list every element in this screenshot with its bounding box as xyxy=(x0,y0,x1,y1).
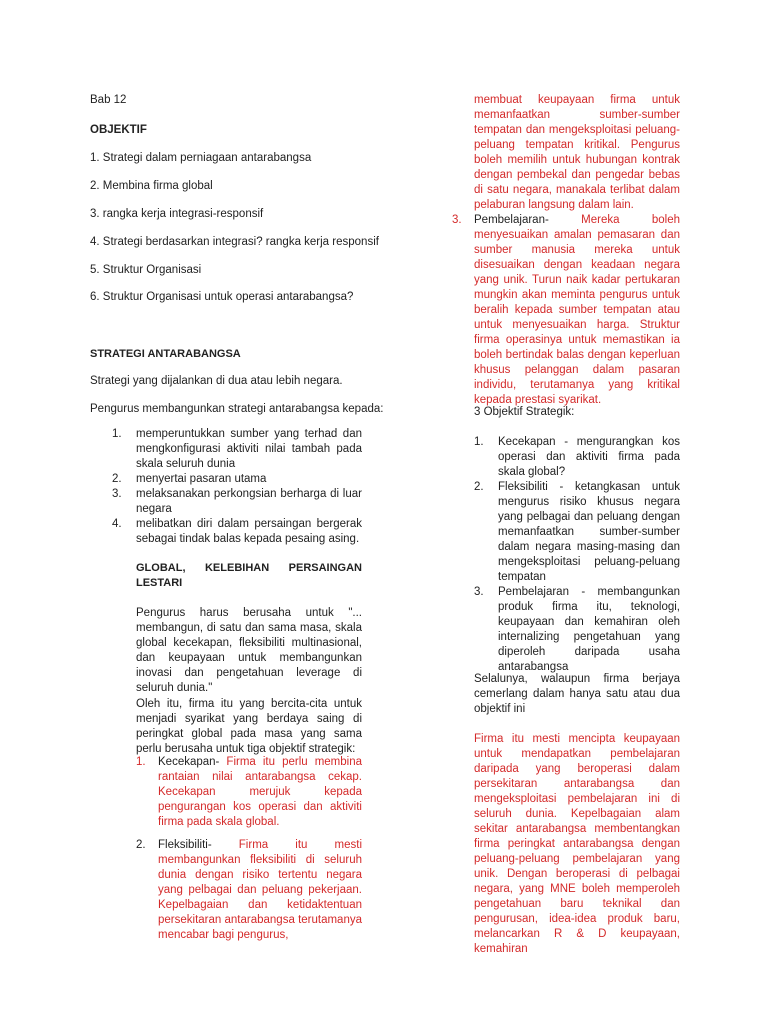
list-text: Kecekapan - mengurangkan kos operasi dan aktiviti firma pada skala global? xyxy=(498,436,680,478)
global-heading: GLOBAL, KELEBIHAN PERSAINGAN LESTARI xyxy=(136,562,362,589)
objective-strategy-list xyxy=(136,755,362,943)
strategy-definition: Strategi yang dijalankan di dua atau lebih negara. xyxy=(90,375,343,387)
strategic-objectives-list xyxy=(474,435,680,675)
list-number: 3. xyxy=(474,586,484,598)
list-item xyxy=(136,755,362,830)
item-label: Pembelajaran- xyxy=(474,214,549,226)
item-description: Firma itu perlu membina rantaian nilai antarabangsa cekap. Kecekapan merujuk kepada pengurangan kos operasi dan aktiviti firma pada skala global. xyxy=(158,756,362,828)
list-item xyxy=(112,487,362,517)
strategy-intro: Pengurus membangunkan strategi antarabangsa kepada: xyxy=(90,403,384,415)
list-item xyxy=(452,213,680,408)
list-text: melaksanakan perkongsian berharga di luar negara xyxy=(136,488,362,515)
list-number: 1. xyxy=(474,436,484,448)
global-paragraph: Oleh itu, firma itu yang bercita-cita untuk menjadi syarikat yang berdaya saing di peringkat global pada masa yang sama perlu berusaha untuk tiga objektif strategik: xyxy=(136,698,362,755)
list-text: memperuntukkan sumber yang terhad dan mengkonfigurasi aktiviti nilai tambah pada skala seluruh dunia xyxy=(136,428,362,470)
item-label: Kecekapan- xyxy=(158,756,220,768)
list-item xyxy=(112,517,362,547)
list-number: 2. xyxy=(112,473,122,485)
list-item xyxy=(112,472,362,487)
objective-item: 1. Strategi dalam perniagaan antarabangsa xyxy=(90,152,312,164)
list-number: 2. xyxy=(136,839,146,851)
list-number: 1. xyxy=(112,428,122,440)
list-number: 2. xyxy=(474,481,484,493)
list-number: 3. xyxy=(452,214,462,226)
list-text: melibatkan diri dalam persaingan bergerak sebagai tindak balas kepada pesaing asing. xyxy=(136,518,362,545)
continued-paragraph: membuat keupayaan firma untuk memanfaatkan sumber-sumber tempatan dan mengeksploitasi peluang-peluang tempatan kritikal. Pengurus boleh memilih untuk hubungan kontrak dengan pembekal dan pengedar bebas di satu negara, manakala terlibat dalam pelaburan langsung dalam lain. xyxy=(474,94,680,211)
list-item xyxy=(474,480,680,585)
chapter-label: Bab 12 xyxy=(90,94,127,106)
selalunya-paragraph: Selalunya, walaupun firma berjaya cemerlang dalam hanya satu atau dua objektif ini xyxy=(474,673,680,715)
objective-item: 3. rangka kerja integrasi-responsif xyxy=(90,208,264,220)
item-description: Firma itu mesti membangunkan fleksibiliti di seluruh dunia dengan risiko tertentu negara yang pelbagai dan peluang pekerjaan. Kepelbagaian dan ketidaktentuan persekitaran antarabangsa terutamanya mencabar bagi pengurus, xyxy=(158,839,362,941)
list-text xyxy=(452,213,680,408)
list-item xyxy=(474,585,680,675)
strategic-objectives-heading: 3 Objektif Strategik: xyxy=(474,406,575,418)
global-paragraph: Pengurus harus berusaha untuk "... membangun, di satu dan sama masa, skala global kecekapan, fleksibiliti multinasional, dan keupayaan untuk membangunkan inovasi dan pengetahuan leverage di seluruh dunia." xyxy=(136,607,362,694)
list-item xyxy=(136,838,362,943)
list-number: 4. xyxy=(112,518,122,530)
objective-item: 4. Strategi berdasarkan integrasi? rangka kerja responsif xyxy=(90,236,379,248)
item-label: Fleksibiliti- xyxy=(158,839,212,851)
objective-item: 5. Struktur Organisasi xyxy=(90,264,202,276)
list-text xyxy=(136,755,362,830)
list-number: 1. xyxy=(136,756,146,768)
firma-paragraph: Firma itu mesti mencipta keupayaan untuk mendapatkan pembelajaran daripada yang beroperasi dalam persekitaran antarabangsa dan mengeksploitasi pembelajaran ini di seluruh dunia. Kepelbagaian alam sekitar antarabangsa membentangkan firma peringkat antarabangsa dengan peluang-peluang pembelajaran yang unik. Dengan beroperasi di pelbagai negara, yang MNE boleh memperoleh pengetahuan baru teknikal dan pengurusan, idea-idea produk baru, melancarkan R & D keupayaan, kemahiran xyxy=(474,733,680,955)
objektif-heading: OBJEKTIF xyxy=(90,124,147,136)
list-number: 3. xyxy=(112,488,122,500)
list-text: Fleksibiliti - ketangkasan untuk mengurus risiko khusus negara yang pelbagai dan peluang dengan memanfaatkan sumber-sumber dalam negara masing-masing dan mengeksploitasi peluang-peluang tempatan xyxy=(498,481,680,583)
list-text: Pembelajaran - membangunkan produk firma itu, teknologi, keupayaan dan kemahiran oleh internalizing pengetahuan yang diperoleh daripada usaha antarabangsa xyxy=(498,586,680,673)
list-text: menyertai pasaran utama xyxy=(136,473,267,485)
item-description: Mereka boleh menyesuaikan amalan pemasaran dan sumber manusia mereka untuk disesuaikan dengan keadaan negara yang unik. Turun naik kadar pertukaran mungkin akan meminta pengurus untuk beralih kepada sumber tempatan atau untuk menyesuaikan harga. Struktur firma operasinya untuk memastikan ia boleh bertindak balas dengan keperluan khusus pelanggan dalam pasaran individu, terutamanya yang kritikal kepada prestasi syarikat. xyxy=(474,214,680,406)
objective-item: 6. Struktur Organisasi untuk operasi antarabangsa? xyxy=(90,291,354,303)
strategy-list xyxy=(112,427,362,547)
list-text xyxy=(136,838,362,943)
strategy-heading: STRATEGI ANTARABANGSA xyxy=(90,348,241,360)
list-item xyxy=(474,435,680,480)
objective-item: 2. Membina firma global xyxy=(90,180,213,192)
list-item xyxy=(112,427,362,472)
